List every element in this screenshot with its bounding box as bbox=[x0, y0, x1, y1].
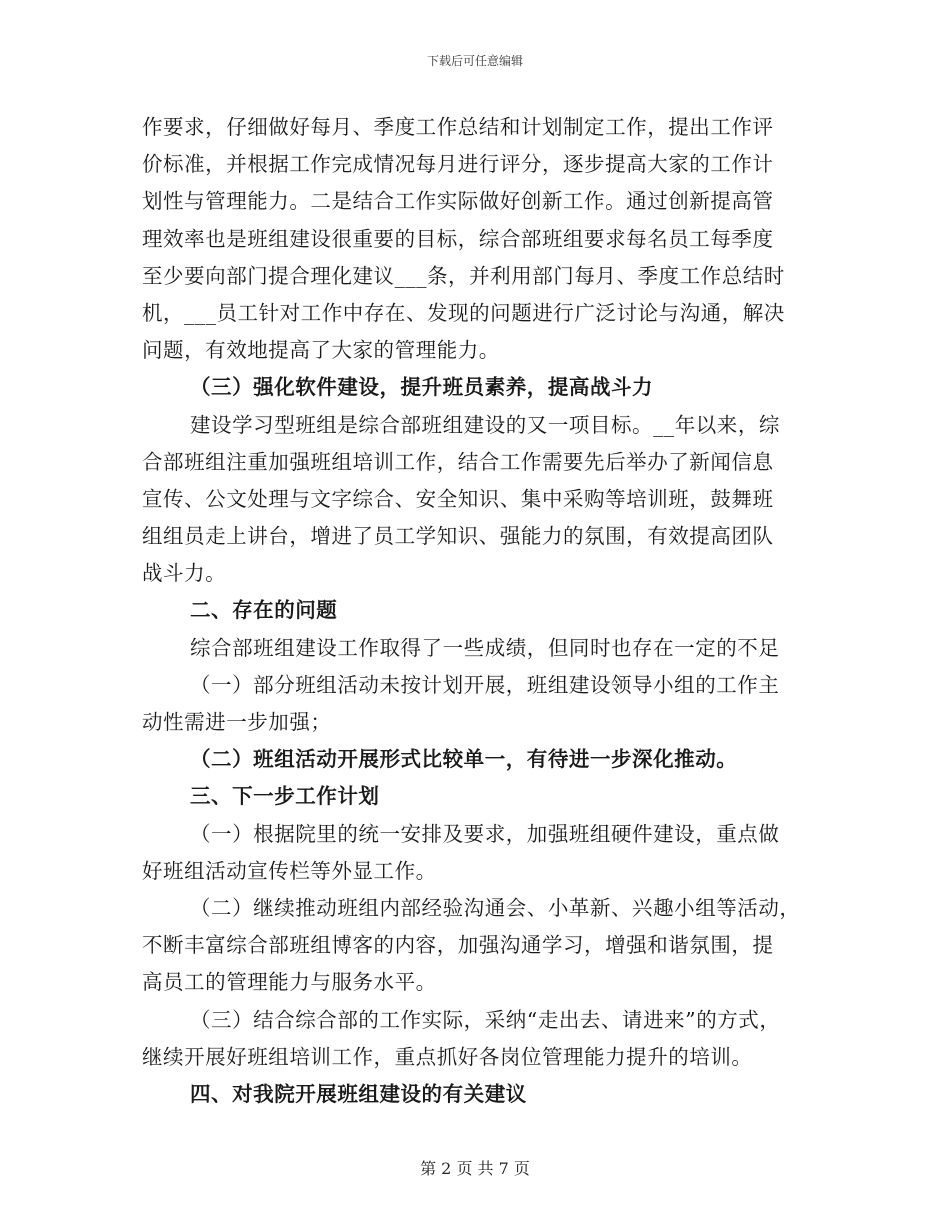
section-heading-line: 四、对我院开展班组建设的有关建议 bbox=[190, 1081, 527, 1106]
paragraph-line: 至少要向部门提合理化建议___条，并利用部门每月、季度工作总结时 bbox=[142, 263, 785, 288]
paragraph-line: 机，___员工针对工作中存在、发现的问题进行广泛讨论与沟通，解决 bbox=[142, 300, 785, 325]
paragraph-line: 综合部班组建设工作取得了一些成绩，但同时也存在一定的不足 bbox=[190, 635, 780, 660]
section-heading-line: 三、下一步工作计划 bbox=[190, 784, 380, 809]
paragraph-line: 价标准，并根据工作完成情况每月进行评分，逐步提高大家的工作计 bbox=[142, 152, 774, 177]
paragraph-line: 继续开展好班组培训工作，重点抓好各岗位管理能力提升的培训。 bbox=[142, 1044, 753, 1069]
paragraph-line: 划性与管理能力。二是结合工作实际做好创新工作。通过创新提高管 bbox=[142, 189, 774, 214]
paragraph-line: 高员工的管理能力与服务水平。 bbox=[142, 970, 437, 995]
paragraph-line: 作要求，仔细做好每月、季度工作总结和计划制定工作，提出工作评 bbox=[142, 115, 774, 139]
paragraph-line: （一）根据院里的统一安排及要求，加强班组硬件建设，重点做 bbox=[190, 821, 780, 846]
paragraph-line: 组组员走上讲台，增进了员工学知识、强能力的氛围，有效提高团队 bbox=[142, 524, 774, 549]
paragraph-line: 不断丰富综合部班组博客的内容，加强沟通学习，增强和谐氛围，提 bbox=[142, 933, 774, 958]
paragraph-line: （二）继续推动班组内部经验沟通会、小革新、兴趣小组等活动， bbox=[190, 895, 801, 920]
paragraph-line: 战斗力。 bbox=[142, 561, 227, 586]
paragraph-line: 建设学习型班组是综合部班组建设的又一项目标。__年以来，综 bbox=[190, 412, 780, 437]
paragraph-line: 好班组活动宣传栏等外显工作。 bbox=[142, 858, 437, 883]
page-number-footer: 第 2 页 共 7 页 bbox=[420, 1159, 530, 1178]
section-heading-line: （二）班组活动开展形式比较单一，有待进一步深化推动。 bbox=[190, 747, 738, 772]
paragraph-line: 合部班组注重加强班组培训工作，结合工作需要先后举办了新闻信息 bbox=[142, 449, 774, 474]
paragraph-line: （一）部分班组活动未按计划开展，班组建设领导小组的工作主 bbox=[190, 672, 780, 697]
paragraph-line: 动性需进一步加强； bbox=[142, 710, 332, 734]
paragraph-line: （三）结合综合部的工作实际，采纳“走出去、请进来”的方式， bbox=[190, 1007, 781, 1032]
section-heading-line: 二、存在的问题 bbox=[190, 598, 338, 623]
page-header-note: 下载后可任意编辑 bbox=[426, 54, 523, 68]
document-body bbox=[142, 109, 808, 1113]
paragraph-line: 理效率也是班组建设很重要的目标，综合部班组要求每名员工每季度 bbox=[142, 226, 774, 251]
paragraph-line: 宣传、公文处理与文字综合、安全知识、集中采购等培训班，鼓舞班 bbox=[142, 486, 774, 511]
paragraph-line: 问题，有效地提高了大家的管理能力。 bbox=[142, 338, 500, 363]
section-heading-line: （三）强化软件建设，提升班员素养，提高战斗力 bbox=[190, 375, 654, 400]
